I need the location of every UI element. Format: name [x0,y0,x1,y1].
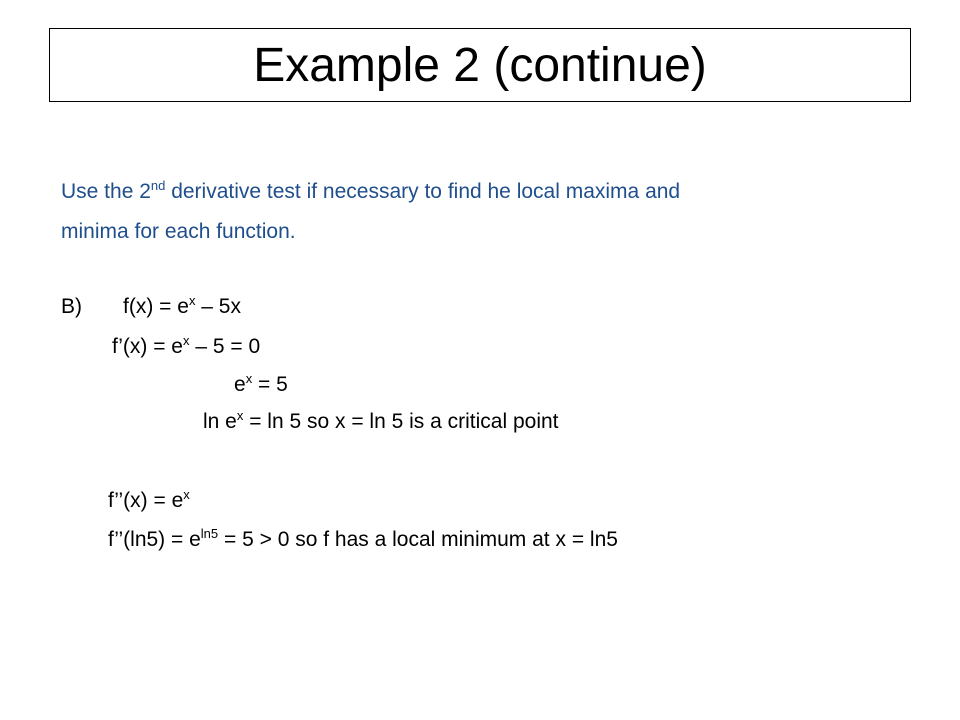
second-derivative [108,487,190,512]
part-label: B) [61,295,82,318]
first-derivative-a: f’(x) = e [112,335,183,358]
first-derivative-exponent: x [182,333,190,348]
second-derivative-exponent: x [183,487,190,502]
first-derivative-b: – 5 = 0 [189,335,261,358]
second-derivative-test-exponent: ln5 [200,526,219,541]
critical-point-b: = ln 5 so x = ln 5 is a critical point [243,410,559,433]
intro-text-1a: Use the 2 [61,180,151,203]
second-derivative-test [108,526,618,551]
second-derivative-test-a: f’’(ln5) = e [108,528,201,551]
first-derivative [112,333,261,358]
intro-text-1b: derivative test if necessary to find he local maxima and [165,180,681,203]
function-text-b: – 5x [195,295,241,318]
critical-point-line [203,408,559,433]
exponential-equation [234,371,288,396]
critical-point-exponent: x [236,408,244,423]
exp-eq-b: = 5 [252,373,288,396]
function-definition [61,293,241,318]
title-box [49,28,911,102]
slide-title: Example 2 (continue) [253,39,707,92]
function-text-a: f(x) = e [123,295,189,318]
intro-line-1 [61,178,681,203]
intro-text-2: minima for each function. [61,220,296,243]
second-derivative-a: f’’(x) = e [108,489,184,512]
intro-superscript: nd [150,178,166,193]
function-exponent: x [188,293,196,308]
exp-eq-a: e [234,373,246,396]
critical-point-a: ln e [203,410,237,433]
intro-line-2 [61,221,296,242]
second-derivative-test-b: = 5 > 0 so f has a local minimum at x = ln5 [218,528,618,551]
exp-eq-exponent: x [245,371,253,386]
